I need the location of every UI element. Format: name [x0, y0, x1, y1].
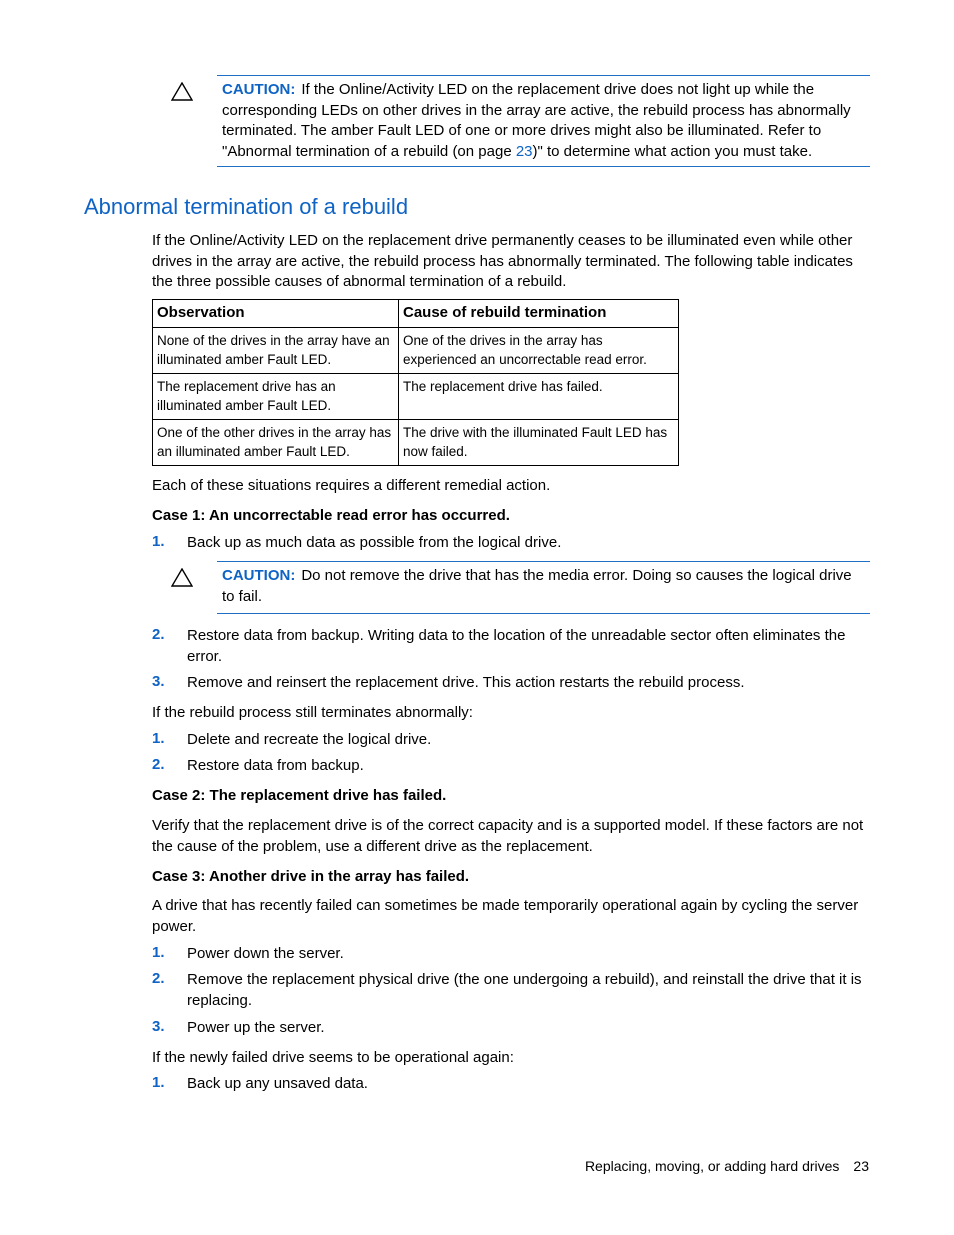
list-text: Restore data from backup. Writing data to the location of the unreadable sector often eliminates the error.: [187, 627, 846, 665]
caution-text: If the Online/Activity LED on the replacement drive does not light up while the corresponding LEDs on other drives in the array are active, the rebuild process has abnormally terminated. The amber Fault LED of one or more drives might also be illuminated. Refer to "Abnormal termination of a rebuild (on page: [222, 81, 851, 160]
footer-section-title: Replacing, moving, or adding hard drives: [584, 1158, 840, 1174]
case2-title: Case 2: The replacement drive has failed.: [152, 787, 447, 804]
table-header-row: [153, 300, 679, 328]
page-footer: [585, 1158, 869, 1174]
table-header: Cause of rebuild termination: [399, 300, 679, 328]
page-link[interactable]: 23: [515, 142, 533, 160]
list-text: Delete and recreate the logical drive.: [187, 731, 432, 748]
list-text: Back up any unsaved data.: [187, 1075, 368, 1092]
list-number: 3.: [152, 673, 165, 690]
table-row: [153, 328, 679, 374]
list-item: [152, 626, 870, 667]
table-cell: One of the other drives in the array has an illuminated amber Fault LED.: [153, 420, 399, 466]
causes-table: [152, 299, 679, 466]
list-number: 3.: [152, 1018, 165, 1035]
warning-triangle-icon: [171, 82, 193, 102]
table-cell: The drive with the illuminated Fault LED has now failed.: [399, 420, 679, 466]
list-item: [152, 1018, 870, 1039]
list-number: 2.: [152, 756, 165, 773]
table-row: [153, 374, 679, 420]
caution-text: Do not remove the drive that has the media error. Doing so causes the logical drive to fail.: [222, 567, 852, 605]
list-item: [152, 673, 870, 694]
caution-label: CAUTION:: [222, 567, 296, 584]
table-row: [153, 420, 679, 466]
case2-paragraph: Verify that the replacement drive is of the correct capacity and is a supported model. If these factors are not the cause of the problem, use a different drive as the replacement.: [152, 817, 864, 855]
case3-title: Case 3: Another drive in the array has failed.: [152, 868, 470, 885]
table-cell: The replacement drive has failed.: [399, 374, 679, 420]
table-cell: The replacement drive has an illuminated amber Fault LED.: [153, 374, 399, 420]
table-cell: None of the drives in the array have an illuminated amber Fault LED.: [153, 328, 399, 374]
again-paragraph: If the newly failed drive seems to be operational again:: [152, 1049, 514, 1066]
case3-paragraph: A drive that has recently failed can sometimes be made temporarily operational again by cycling the server power.: [152, 897, 859, 935]
caution-box: [217, 75, 870, 167]
list-item: [152, 533, 870, 554]
list-item: [152, 1074, 870, 1095]
page-number: 23: [853, 1158, 869, 1174]
list-item: [152, 730, 870, 751]
list-text: Restore data from backup.: [187, 757, 364, 774]
section-heading: Abnormal termination of a rebuild: [84, 194, 409, 219]
warning-triangle-icon: [171, 568, 193, 588]
list-item: [152, 970, 870, 1011]
list-number: 2.: [152, 626, 165, 643]
list-item: [152, 944, 870, 965]
list-number: 1.: [152, 1074, 165, 1091]
caution-label: CAUTION:: [222, 81, 296, 98]
caution-text-end: )" to determine what action you must take.: [532, 142, 813, 160]
table-cell: One of the drives in the array has experienced an uncorrectable read error.: [399, 328, 679, 374]
list-number: 1.: [152, 944, 165, 961]
list-text: Power down the server.: [187, 945, 344, 962]
list-text: Remove the replacement physical drive (the one undergoing a rebuild), and reinstall the drive that it is replacing.: [187, 971, 862, 1009]
list-text: Remove and reinsert the replacement drive. This action restarts the rebuild process.: [187, 674, 745, 691]
list-text: Back up as much data as possible from the logical drive.: [187, 534, 562, 551]
intro-paragraph: If the Online/Activity LED on the replacement drive permanently ceases to be illuminated even while other drives in the array are active, the rebuild process has abnormally terminated. The following table indicates the three possible causes of abnormal termination of a rebuild.: [152, 232, 853, 290]
list-number: 1.: [152, 533, 165, 550]
remedial-paragraph: Each of these situations requires a different remedial action.: [152, 477, 551, 494]
still-paragraph: If the rebuild process still terminates abnormally:: [152, 704, 473, 721]
list-text: Power up the server.: [187, 1019, 325, 1036]
list-number: 1.: [152, 730, 165, 747]
table-header: Observation: [153, 300, 399, 328]
list-item: [152, 756, 870, 777]
case1-title: Case 1: An uncorrectable read error has occurred.: [152, 507, 510, 524]
list-number: 2.: [152, 970, 165, 987]
caution-box: [217, 561, 870, 614]
